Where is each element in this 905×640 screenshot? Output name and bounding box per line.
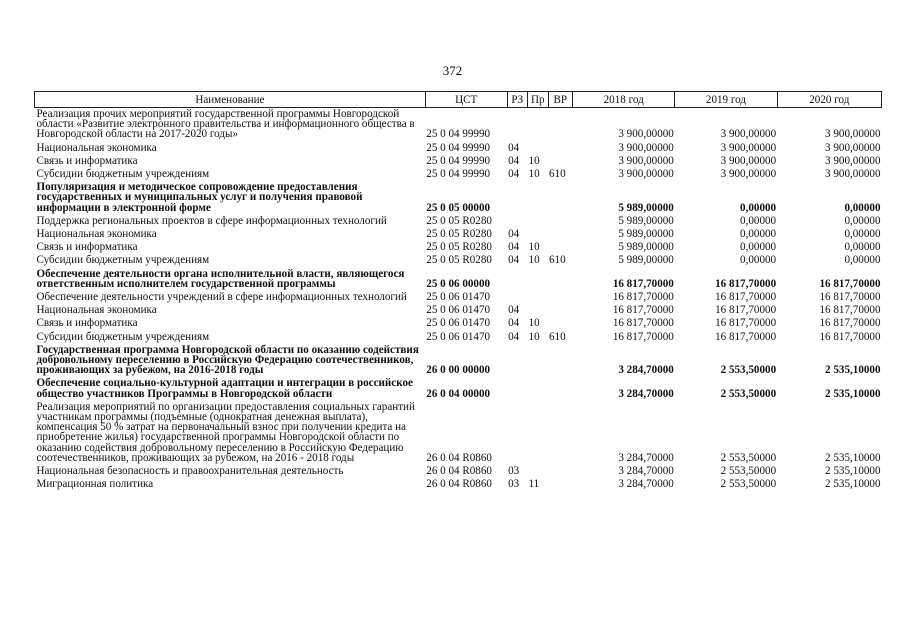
row-rz-cell: 03 <box>508 478 520 491</box>
row-pr-cell <box>528 108 548 142</box>
row-2018-cell: 5 989,00000 <box>618 254 674 267</box>
header-name: Наименование <box>35 92 426 108</box>
row-2019-cell: 2 553,50000 <box>720 478 777 491</box>
row-2018-cell: 3 284,70000 <box>618 451 674 464</box>
row-csr-cell: 25 0 05 00000 <box>426 201 491 214</box>
row-name-cell: Реализация прочих мероприятий государственной программы Новгородской области «Развитие электронного правительства и информационного общества в Новгородской области на 2017-2020 годы» <box>36 108 415 141</box>
table-row <box>35 304 882 317</box>
row-2020-cell: 2 535,10000 <box>825 465 881 478</box>
row-vr-cell <box>548 377 573 400</box>
row-2020-cell: 3 900,00000 <box>825 168 881 181</box>
table-row <box>35 401 882 465</box>
row-name-cell: Связь и информатика <box>36 241 138 254</box>
row-rz-cell <box>507 268 527 291</box>
table-header <box>35 92 882 108</box>
row-rz-cell: 04 <box>508 317 520 330</box>
row-csr-cell: 25 0 06 01470 <box>426 330 491 343</box>
row-2020-cell: 16 817,70000 <box>819 291 881 304</box>
row-name-cell: Реализация мероприятий по организации предоставления социальных гарантий участникам программы (подъемные (однократная денежная выплата), компенсация 50 % затрат на первоначальный взнос при получении кредита на приобретение жилья) государственной программы Новгородской области по оказанию содействия добровольному переселению в Российскую Федерацию соотечественников, проживающих за рубежом, на 2016 - 2018 годы <box>36 400 415 464</box>
row-2019-cell: 0,00000 <box>740 201 777 214</box>
row-2020-cell: 16 817,70000 <box>819 277 881 290</box>
row-2018-cell: 5 989,00000 <box>618 201 674 214</box>
row-2018-cell: 16 817,70000 <box>612 291 674 304</box>
header-2019: 2019 год <box>675 92 777 108</box>
row-2020-cell: 3 900,00000 <box>825 141 881 154</box>
table-row <box>35 228 882 241</box>
row-vr-cell <box>548 401 573 465</box>
row-2018-cell: 3 900,00000 <box>618 168 674 181</box>
row-pr-cell <box>528 291 548 304</box>
row-2020-cell: 0,00000 <box>844 241 881 254</box>
row-name-cell: Субсидии бюджетным учреждениям <box>36 168 210 181</box>
row-2018-cell: 16 817,70000 <box>612 330 674 343</box>
row-vr-cell <box>548 241 573 254</box>
row-csr-cell: 25 0 05 R0280 <box>426 241 492 254</box>
row-name-cell: Обеспечение деятельности учреждений в сфере информационных технологий <box>36 291 407 304</box>
row-2019-cell: 0,00000 <box>740 254 777 267</box>
row-pr-cell <box>528 181 548 215</box>
row-2018-cell: 3 284,70000 <box>618 364 674 377</box>
row-pr-cell <box>528 142 548 155</box>
row-name-cell: Государственная программа Новгородской области по оказанию содействия добровольному переселению в Российскую Федерацию соотечественников, проживающих за рубежом, на 2016-2018 годы <box>36 343 419 377</box>
row-vr-cell: 610 <box>549 330 566 343</box>
row-vr-cell <box>548 478 573 491</box>
row-pr-cell: 10 <box>528 254 540 267</box>
row-name-cell: Связь и информатика <box>36 317 138 330</box>
row-name-cell: Субсидии бюджетным учреждениям <box>36 254 210 267</box>
row-name-cell: Миграционная политика <box>36 478 154 491</box>
row-pr-cell: 10 <box>528 168 540 181</box>
row-csr-cell: 25 0 05 R0280 <box>426 254 492 267</box>
row-2018-cell: 16 817,70000 <box>612 277 674 290</box>
row-2019-cell: 0,00000 <box>740 214 777 227</box>
row-2019-cell: 16 817,70000 <box>715 291 777 304</box>
row-name-cell: Национальная безопасность и правоохранительная деятельность <box>36 465 344 478</box>
row-csr-cell: 25 0 04 99990 <box>426 128 491 141</box>
row-rz-cell: 04 <box>508 228 520 241</box>
table-row <box>35 465 882 478</box>
row-2020-cell: 16 817,70000 <box>819 330 881 343</box>
header-2020: 2020 год <box>777 92 881 108</box>
row-2019-cell: 2 553,50000 <box>720 465 777 478</box>
row-name-cell: Субсидии бюджетным учреждениям <box>36 330 210 343</box>
row-pr-cell <box>528 215 548 228</box>
row-2018-cell: 3 900,00000 <box>618 128 674 141</box>
row-2019-cell: 3 900,00000 <box>720 141 777 154</box>
row-2018-cell: 3 900,00000 <box>618 154 674 167</box>
row-2019-cell: 16 817,70000 <box>715 330 777 343</box>
table-row <box>35 142 882 155</box>
row-vr-cell: 610 <box>549 254 566 267</box>
row-vr-cell <box>548 268 573 291</box>
row-2019-cell: 16 817,70000 <box>715 277 777 290</box>
row-csr-cell: 25 0 06 01470 <box>426 317 491 330</box>
table-row <box>35 155 882 168</box>
row-vr-cell <box>548 142 573 155</box>
row-2019-cell: 2 553,50000 <box>720 364 777 377</box>
row-2018-cell: 16 817,70000 <box>612 304 674 317</box>
row-csr-cell: 26 0 04 R0860 <box>426 451 492 464</box>
row-vr-cell <box>548 155 573 168</box>
row-csr-cell: 26 0 00 00000 <box>426 364 491 377</box>
row-rz-cell <box>507 108 527 142</box>
row-pr-cell <box>528 465 548 478</box>
row-rz-cell <box>507 344 527 378</box>
row-2020-cell: 2 535,10000 <box>825 451 881 464</box>
row-pr-cell: 10 <box>528 241 540 254</box>
row-vr-cell <box>548 108 573 142</box>
row-pr-cell <box>528 344 548 378</box>
row-csr-cell: 25 0 06 01470 <box>426 291 491 304</box>
row-name-cell: Обеспечение социально-культурной адаптации и интеграции в российское общество участников Программы в Новгородской области <box>36 377 413 400</box>
row-2019-cell: 3 900,00000 <box>720 168 777 181</box>
row-rz-cell: 04 <box>508 254 520 267</box>
row-rz-cell: 04 <box>508 241 520 254</box>
row-rz-cell: 04 <box>508 168 520 181</box>
row-2020-cell: 16 817,70000 <box>819 304 881 317</box>
row-rz-cell: 04 <box>508 141 520 154</box>
row-csr-cell: 25 0 06 01470 <box>426 304 491 317</box>
row-vr-cell: 610 <box>549 168 566 181</box>
row-csr-cell: 25 0 04 99990 <box>426 154 491 167</box>
row-2020-cell: 2 535,10000 <box>825 478 881 491</box>
row-2019-cell: 16 817,70000 <box>715 304 777 317</box>
row-vr-cell <box>548 465 573 478</box>
row-pr-cell: 11 <box>528 478 540 491</box>
row-name-cell: Поддержка региональных проектов в сфере информационных технологий <box>36 214 387 227</box>
row-rz-cell <box>507 181 527 215</box>
table-row <box>35 377 882 400</box>
table-row <box>35 344 882 378</box>
row-2020-cell: 3 900,00000 <box>825 128 881 141</box>
row-csr-cell: 26 0 04 R0860 <box>426 465 492 478</box>
row-rz-cell <box>507 291 527 304</box>
row-csr-cell: 25 0 05 R0280 <box>426 214 492 227</box>
row-2018-cell: 5 989,00000 <box>618 228 674 241</box>
table-row <box>35 181 882 215</box>
table-row <box>35 168 882 181</box>
row-vr-cell <box>548 317 573 330</box>
row-2019-cell: 0,00000 <box>740 228 777 241</box>
row-rz-cell: 04 <box>508 330 520 343</box>
table-row <box>35 478 882 491</box>
header-csr: ЦСТ <box>425 92 507 108</box>
row-name-cell: Национальная экономика <box>36 304 157 317</box>
row-pr-cell: 10 <box>528 330 540 343</box>
row-pr-cell <box>528 268 548 291</box>
header-2018: 2018 год <box>573 92 675 108</box>
row-2020-cell: 0,00000 <box>844 214 881 227</box>
header-vr: ВР <box>548 92 573 108</box>
row-rz-cell: 03 <box>508 465 520 478</box>
table-row <box>35 108 882 142</box>
row-2019-cell: 3 900,00000 <box>720 128 777 141</box>
row-name-cell: Популяризация и методическое сопровождение предоставления государственных и муниципальных услуг и получения правовой информации в электронной форме <box>36 181 363 214</box>
row-2018-cell: 16 817,70000 <box>612 317 674 330</box>
row-rz-cell <box>507 215 527 228</box>
row-pr-cell <box>528 304 548 317</box>
row-vr-cell <box>548 304 573 317</box>
row-2020-cell: 0,00000 <box>844 201 881 214</box>
row-pr-cell <box>528 228 548 241</box>
row-2018-cell: 5 989,00000 <box>618 241 674 254</box>
row-pr-cell: 10 <box>528 154 540 167</box>
header-rz: РЗ <box>507 92 527 108</box>
row-rz-cell <box>507 401 527 465</box>
row-2020-cell: 2 535,10000 <box>825 364 881 377</box>
table-row <box>35 241 882 254</box>
table-row <box>35 268 882 291</box>
row-2019-cell: 16 817,70000 <box>715 317 777 330</box>
row-2019-cell: 2 553,50000 <box>720 451 777 464</box>
row-csr-cell: 26 0 04 R0860 <box>426 478 492 491</box>
row-2020-cell: 0,00000 <box>844 254 881 267</box>
row-2019-cell: 0,00000 <box>740 241 777 254</box>
page-number: 372 <box>442 63 463 78</box>
table-row <box>35 215 882 228</box>
row-name-cell: Национальная экономика <box>36 228 157 241</box>
row-2018-cell: 3 900,00000 <box>618 141 674 154</box>
row-vr-cell <box>548 291 573 304</box>
row-rz-cell: 04 <box>508 154 520 167</box>
row-2020-cell: 16 817,70000 <box>819 317 881 330</box>
row-2019-cell: 2 553,50000 <box>720 387 777 400</box>
table-row <box>35 291 882 304</box>
row-2020-cell: 3 900,00000 <box>825 154 881 167</box>
row-csr-cell: 25 0 05 R0280 <box>426 228 492 241</box>
row-pr-cell <box>528 377 548 400</box>
row-2019-cell: 3 900,00000 <box>720 154 777 167</box>
row-vr-cell <box>548 228 573 241</box>
row-2018-cell: 3 284,70000 <box>618 387 674 400</box>
table-row <box>35 331 882 344</box>
row-csr-cell: 25 0 06 00000 <box>426 277 491 290</box>
row-pr-cell: 10 <box>528 317 540 330</box>
header-row <box>35 92 882 108</box>
row-pr-cell <box>528 401 548 465</box>
row-name-cell: Обеспечение деятельности органа исполнительной власти, являющегося ответственным исполнителем государственной программы <box>36 267 405 290</box>
row-csr-cell: 26 0 04 00000 <box>426 387 491 400</box>
row-rz-cell: 04 <box>508 304 520 317</box>
row-2018-cell: 3 284,70000 <box>618 478 674 491</box>
table-body <box>35 108 882 492</box>
row-vr-cell <box>548 344 573 378</box>
row-vr-cell <box>548 181 573 215</box>
header-pr: Пр <box>528 92 548 108</box>
row-2020-cell: 0,00000 <box>844 228 881 241</box>
budget-table <box>34 91 882 492</box>
row-2020-cell: 2 535,10000 <box>825 387 881 400</box>
row-2018-cell: 3 284,70000 <box>618 465 674 478</box>
row-2018-cell: 5 989,00000 <box>618 214 674 227</box>
row-rz-cell <box>507 377 527 400</box>
table-row <box>35 254 882 267</box>
row-name-cell: Национальная экономика <box>36 141 157 154</box>
row-name-cell: Связь и информатика <box>36 154 138 167</box>
table-row <box>35 317 882 330</box>
row-csr-cell: 25 0 04 99990 <box>426 141 491 154</box>
row-vr-cell <box>548 215 573 228</box>
row-csr-cell: 25 0 04 99990 <box>426 168 491 181</box>
